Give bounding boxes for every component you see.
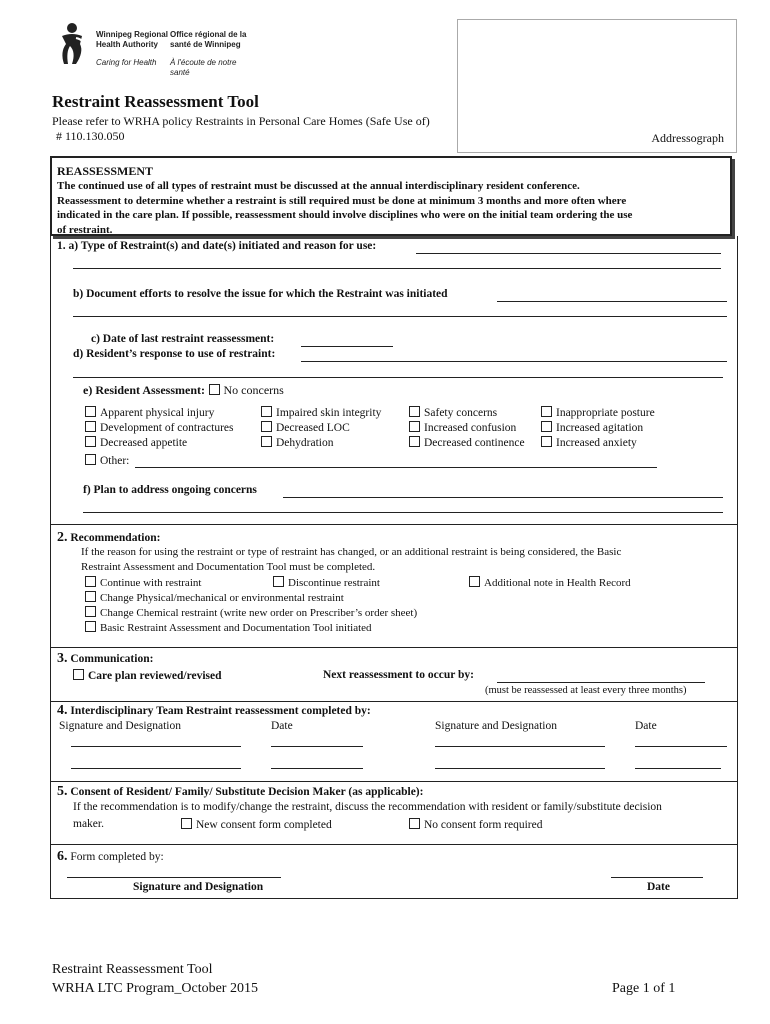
s4-sig2-field[interactable]: [435, 746, 605, 747]
section-4: [50, 701, 738, 782]
s4-date1-label: Date: [271, 720, 293, 732]
s1-a-field-2[interactable]: [73, 268, 721, 269]
next-reassessment-label: Next reassessment to occur by:: [323, 669, 474, 681]
assessment-label: Decreased appetite: [100, 437, 188, 449]
assessment-label: Increased confusion: [424, 422, 517, 434]
note-checkbox[interactable]: [469, 576, 480, 587]
s3-note: (must be reassessed at least every three months): [485, 685, 687, 696]
s6-sig-label: Signature and Designation: [133, 881, 264, 893]
section-3: [50, 647, 738, 702]
assessment-checkbox[interactable]: [409, 436, 420, 447]
note-label: Additional note in Health Record: [484, 577, 631, 589]
section-2: [50, 524, 738, 648]
no-concerns-checkbox[interactable]: [209, 384, 220, 395]
addressograph-label: Addressograph: [651, 131, 724, 145]
assessment-checkbox[interactable]: [409, 421, 420, 432]
s1-f-label: f) Plan to address ongoing concerns: [83, 484, 257, 496]
assessment-checkbox[interactable]: [541, 421, 552, 432]
chemical-label: Change Chemical restraint (write new order on Prescriber’s order sheet): [100, 607, 418, 619]
tagline-en: Caring for Health: [96, 58, 157, 67]
no-concerns-label: No concerns: [223, 383, 284, 397]
s4-sig1-field[interactable]: [71, 746, 241, 747]
s1-e-label: e) Resident Assessment:: [83, 383, 205, 397]
s5-text-2: maker.: [73, 818, 104, 830]
assessment-option: [541, 436, 637, 449]
continue-checkbox[interactable]: [85, 576, 96, 587]
s1-f-field[interactable]: [283, 497, 723, 498]
continue-label: Continue with restraint: [100, 577, 202, 589]
s3-num: 3.: [57, 651, 68, 666]
basic-checkbox[interactable]: [85, 621, 96, 632]
s6-date-label: Date: [647, 881, 670, 893]
assessment-label: Increased agitation: [556, 422, 644, 434]
tagline-fr: À l'écoute de notre santé: [170, 58, 237, 77]
s4-date2-label: Date: [635, 720, 657, 732]
continue-row: [85, 576, 201, 589]
assessment-option: [409, 421, 516, 434]
assessment-option: [541, 421, 643, 434]
chemical-row: [85, 606, 417, 619]
addressograph-box: [457, 19, 737, 153]
section-6: [50, 844, 738, 899]
reassessment-line-3: indicated in the care plan. If possible, reassessment should involve disciplines who were on the initial team ordering the use: [57, 209, 633, 221]
assessment-checkbox[interactable]: [541, 436, 552, 447]
s1-b-field[interactable]: [497, 301, 727, 302]
s4-date1-field[interactable]: [271, 746, 363, 747]
assessment-label: Safety concerns: [424, 407, 498, 419]
s4-title: Interdisciplinary Team Restraint reassessment completed by:: [70, 705, 371, 717]
assessment-checkbox[interactable]: [261, 436, 272, 447]
s6-title: Form completed by:: [70, 851, 164, 863]
org-name-fr-2: santé de Winnipeg: [170, 40, 241, 49]
s4-sig3-field[interactable]: [71, 768, 241, 769]
assessment-option: [541, 406, 655, 419]
assessment-label: Decreased LOC: [276, 422, 350, 434]
assessment-option: [85, 436, 187, 449]
care-plan-checkbox[interactable]: [73, 669, 84, 680]
discontinue-checkbox[interactable]: [273, 576, 284, 587]
assessment-checkbox[interactable]: [85, 421, 96, 432]
wrha-logo: [58, 22, 258, 77]
wrha-logo-mark: [58, 22, 90, 66]
assessment-checkbox[interactable]: [261, 421, 272, 432]
s3-heading: [57, 651, 153, 667]
s2-title: Recommendation:: [70, 532, 161, 544]
basic-row: [85, 621, 372, 634]
org-name-en-1: Winnipeg Regional: [96, 30, 168, 39]
assessment-checkbox[interactable]: [261, 406, 272, 417]
section-5: [50, 781, 738, 845]
org-name-fr-1: Office régional de la: [170, 30, 247, 39]
s6-num: 6.: [57, 849, 68, 864]
s4-date3-field[interactable]: [271, 768, 363, 769]
s2-heading: [57, 530, 160, 546]
assessment-label: Development of contractures: [100, 422, 234, 434]
assessment-label: Increased anxiety: [556, 437, 637, 449]
org-name-en-2: Health Authority: [96, 40, 158, 49]
other-field[interactable]: [135, 467, 657, 468]
other-row: [85, 454, 129, 467]
assessment-checkbox[interactable]: [85, 406, 96, 417]
assessment-label: Apparent physical injury: [100, 407, 215, 419]
assessment-label: Inappropriate posture: [556, 407, 655, 419]
policy-line-2: # 110.130.050: [56, 129, 125, 143]
section-1: [50, 236, 738, 525]
discontinue-row: [273, 576, 380, 589]
s1-a-label: 1. a) Type of Restraint(s) and date(s) initiated and reason for use:: [57, 240, 377, 252]
assessment-option: [85, 421, 233, 434]
assessment-option: [261, 421, 350, 434]
footer-program: WRHA LTC Program_October 2015: [52, 981, 258, 996]
footer-title: Restraint Reassessment Tool: [52, 962, 213, 977]
s2-intro-1: If the reason for using the restraint or type of restraint has changed, or an additional restraint is being considered, the Basic: [81, 546, 622, 558]
next-reassessment-field[interactable]: [497, 682, 705, 683]
s5-num: 5.: [57, 784, 68, 799]
new-consent-label: New consent form completed: [196, 819, 332, 831]
assessment-label: Dehydration: [276, 437, 334, 449]
assessment-label: Impaired skin integrity: [276, 407, 382, 419]
other-checkbox[interactable]: [85, 454, 96, 465]
s1-a-field[interactable]: [416, 253, 721, 254]
s1-c-field[interactable]: [301, 346, 393, 347]
s4-heading: [57, 703, 371, 719]
s3-title: Communication:: [70, 653, 154, 665]
chemical-checkbox[interactable]: [85, 606, 96, 617]
assessment-option: [85, 406, 214, 419]
s6-sig-field[interactable]: [67, 877, 281, 878]
basic-label: Basic Restraint Assessment and Documentation Tool initiated: [100, 622, 372, 634]
reassessment-line-4: of restraint.: [57, 223, 113, 236]
s2-intro-2: Restraint Assessment and Documentation Tool must be completed.: [81, 561, 376, 573]
s1-d-label: d) Resident’s response to use of restraint:: [73, 348, 276, 360]
assessment-checkbox[interactable]: [85, 436, 96, 447]
s1-d-field-2[interactable]: [73, 377, 723, 378]
s2-num: 2.: [57, 530, 68, 545]
note-row: [469, 576, 631, 589]
assessment-label: Decreased continence: [424, 437, 525, 449]
s1-e-row: [83, 383, 284, 399]
reassessment-line-2: Reassessment to determine whether a restraint is still required must be done at minimum 3 months and more often where: [57, 194, 627, 207]
footer-page: Page 1 of 1: [612, 981, 676, 996]
new-consent-checkbox[interactable]: [181, 818, 192, 829]
physical-checkbox[interactable]: [85, 591, 96, 602]
no-consent-checkbox[interactable]: [409, 818, 420, 829]
new-consent-row: [181, 818, 332, 831]
other-label: Other:: [100, 455, 130, 467]
page-title: Restraint Reassessment Tool: [52, 92, 259, 111]
s5-title: Consent of Resident/ Family/ Substitute Decision Maker (as applicable):: [70, 786, 424, 798]
assessment-checkbox[interactable]: [541, 406, 552, 417]
care-plan-row: [73, 669, 222, 682]
s1-c-label: c) Date of last restraint reassessment:: [91, 333, 275, 345]
s6-heading: [57, 849, 164, 865]
assessment-checkbox[interactable]: [409, 406, 420, 417]
no-consent-row: [409, 818, 542, 831]
reassessment-box: [50, 156, 732, 236]
s4-sig1-label: Signature and Designation: [59, 720, 182, 732]
reassessment-line-1: The continued use of all types of restraint must be discussed at the annual interdisciplinary resident conference.: [57, 180, 580, 192]
discontinue-label: Discontinue restraint: [288, 577, 380, 589]
s1-f-field-2[interactable]: [83, 512, 723, 513]
s4-num: 4.: [57, 703, 68, 718]
policy-line-1: Please refer to WRHA policy Restraints in Personal Care Homes (Safe Use of): [52, 114, 430, 128]
s6-date-field[interactable]: [611, 877, 703, 878]
s4-date4-field[interactable]: [635, 768, 721, 769]
s5-text-1: If the recommendation is to modify/change the restraint, discuss the recommendation with resident or family/substitute decision: [73, 801, 662, 813]
physical-row: [85, 591, 344, 604]
s4-sig2-label: Signature and Designation: [435, 720, 558, 732]
assessment-option: [409, 436, 525, 449]
assessment-option: [409, 406, 497, 419]
care-plan-label: Care plan reviewed/revised: [88, 670, 222, 682]
assessment-option: [261, 436, 333, 449]
s1-b-field-2[interactable]: [73, 316, 727, 317]
reassessment-heading: REASSESSMENT: [57, 164, 154, 178]
s1-b-label: b) Document efforts to resolve the issue for which the Restraint was initiated: [73, 288, 448, 300]
s5-heading: [57, 784, 423, 800]
no-consent-label: No consent form required: [424, 819, 543, 831]
s4-date2-field[interactable]: [635, 746, 727, 747]
assessment-option: [261, 406, 381, 419]
physical-label: Change Physical/mechanical or environmental restraint: [100, 592, 344, 604]
s1-d-field[interactable]: [301, 361, 727, 362]
s4-sig4-field[interactable]: [435, 768, 605, 769]
